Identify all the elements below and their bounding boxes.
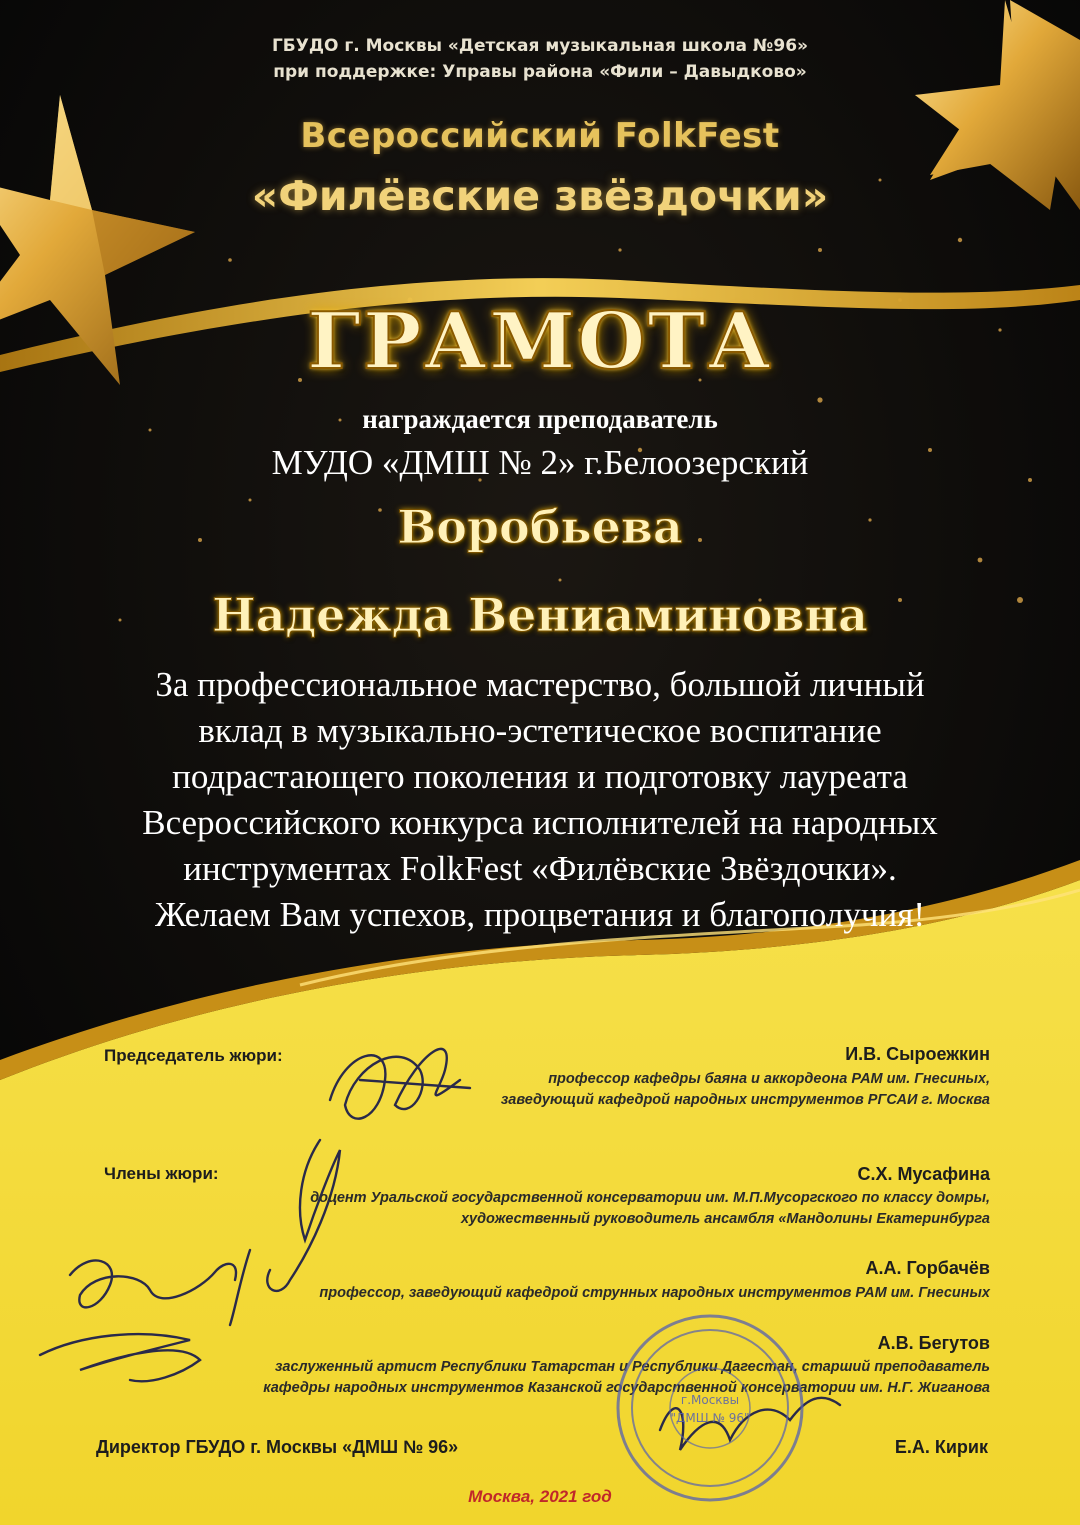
chair-name: И.В. Сыроежкин: [845, 1044, 990, 1064]
member1-desc-2: художественный руководитель ансамбля «Мандолины Екатеринбурга: [460, 1211, 990, 1227]
awarded-line: награждается преподаватель: [362, 404, 718, 434]
stamp-center-text-2: "ДМШ № 96": [670, 1411, 750, 1425]
chair-desc-2: заведующий кафедрой народных инструментов РГСАИ г. Москва: [500, 1092, 990, 1108]
recipient-name: Надежда Вениаминовна: [212, 588, 868, 642]
chair-desc-1: профессор кафедры баяна и аккордеона РАМ им. Гнесиных,: [548, 1071, 990, 1087]
member3-name: А.В. Бегутов: [877, 1333, 990, 1353]
award-text: [0, 662, 1080, 938]
award-text-line: подрастающего поколения и подготовку лауреата: [172, 757, 908, 796]
director-label: Директор ГБУДО г. Москвы «ДМШ № 96»: [96, 1437, 459, 1457]
member3-desc-1: заслуженный артист Республики Татарстан и Республики Дагестан, старший преподаватель: [274, 1359, 990, 1375]
award-text-line: За профессиональное мастерство, большой личный: [155, 665, 925, 704]
certificate-title: ГРАМОТА: [307, 296, 773, 387]
award-text-line: Желаем Вам успехов, процветания и благополучия!: [155, 895, 925, 934]
festival-subtitle: «Филёвские звёздочки»: [251, 172, 829, 220]
place-date: Москва, 2021 год: [468, 1487, 612, 1506]
members-label: Члены жюри:: [104, 1164, 219, 1183]
member1-name: С.Х. Мусафина: [857, 1164, 990, 1184]
director-name: Е.А. Кирик: [894, 1437, 988, 1457]
member1-desc-1: доцент Уральской государственной консерватории им. М.П.Мусоргского по классу домры,: [310, 1190, 990, 1206]
recipient-surname: Воробьева: [397, 500, 683, 554]
festival-title: Всероссийский FolkFest: [300, 116, 780, 156]
award-text-line: инструментах FolkFest «Филёвские Звёздочки».: [183, 849, 897, 888]
support-line: при поддержке: Управы района «Фили – Давыдково»: [273, 62, 807, 82]
official-stamp: [610, 1308, 810, 1508]
member2-desc-1: профессор, заведующий кафедрой струнных народных инструментов РАМ им. Гнесиных: [319, 1285, 990, 1301]
chair-label: Председатель жюри:: [104, 1046, 283, 1065]
award-text-line: Всероссийского конкурса исполнителей на народных: [142, 803, 938, 842]
member2-name: А.А. Горбачёв: [865, 1258, 990, 1278]
organizer-line: ГБУДО г. Москвы «Детская музыкальная школа №96»: [271, 36, 809, 56]
school-line: МУДО «ДМШ № 2» г.Белоозерский: [271, 443, 809, 482]
member3-desc-2: кафедры народных инструментов Казанской государственной консерватории им. Н.Г. Жиганова: [263, 1380, 990, 1396]
stamp-center-text: г.Москвы: [680, 1393, 740, 1407]
award-text-line: вклад в музыкально-эстетическое воспитание: [198, 711, 882, 750]
